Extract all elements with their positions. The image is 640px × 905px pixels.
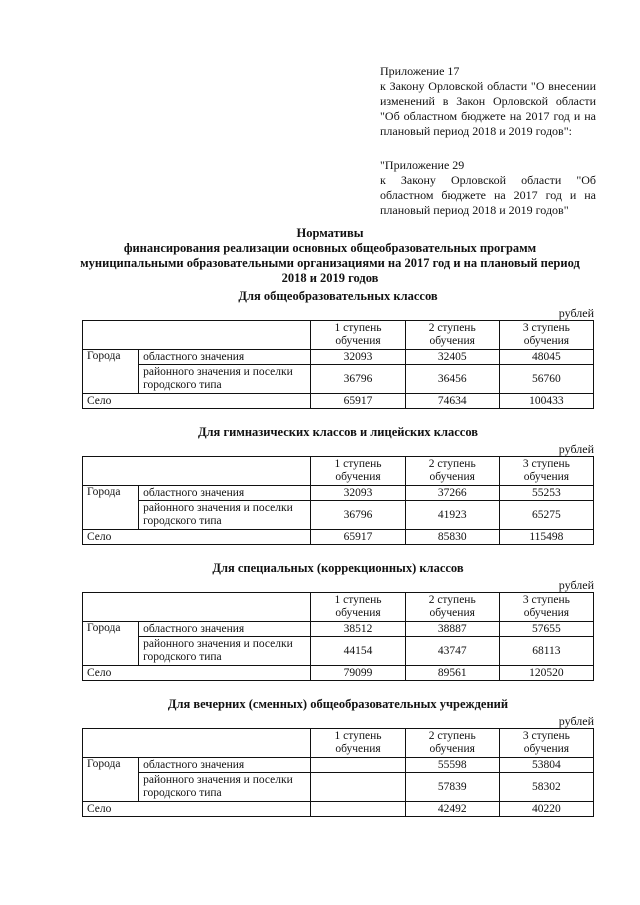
value-cell: 58302 xyxy=(499,773,593,802)
section-title: Для вечерних (сменных) общеобразовательных учреждений xyxy=(167,697,509,711)
document-title xyxy=(60,226,600,286)
table-header-row xyxy=(83,321,594,350)
header-empty-cell xyxy=(83,729,311,758)
header-stage-3: 3 ступень обучения xyxy=(499,729,593,758)
section-evening xyxy=(82,697,594,817)
value-cell: 57839 xyxy=(405,773,499,802)
title-line-3: муниципальными образовательными организациями на 2017 год и на плановый период xyxy=(80,256,580,270)
value-cell: 79099 xyxy=(311,666,405,681)
header-stage-1: 1 ступень обучения xyxy=(311,321,405,350)
annex-29-heading: "Приложение 29 xyxy=(380,158,465,172)
table-row xyxy=(83,530,594,545)
value-cell: 74634 xyxy=(405,394,499,409)
table-row xyxy=(83,622,594,637)
value-cell: 65275 xyxy=(499,501,593,530)
header-stage-3: 3 ступень обучения xyxy=(499,321,593,350)
section-gymnasium xyxy=(82,425,594,545)
value-cell: 32093 xyxy=(311,486,405,501)
value-cell: 38887 xyxy=(405,622,499,637)
regional-label: областного значения xyxy=(139,486,311,501)
header-stage-1: 1 ступень обучения xyxy=(311,457,405,486)
value-cell: 32093 xyxy=(311,350,405,365)
cities-label: Города xyxy=(83,622,139,666)
annex-17-text: к Закону Орловской области "О внесении изменений в Закон Орловской области "Об областном бюджете на 2017 год и на плановый период 2018 и 2019 годов": xyxy=(380,79,596,138)
unit-label: рублей xyxy=(558,306,594,320)
value-cell xyxy=(311,758,405,773)
title-line-4: 2018 и 2019 годов xyxy=(281,271,379,285)
header-empty-cell xyxy=(83,457,311,486)
section-special xyxy=(82,561,594,681)
regional-label: областного значения xyxy=(139,350,311,365)
annex-29-note xyxy=(380,158,596,218)
section-general xyxy=(82,289,594,409)
value-cell: 42492 xyxy=(405,802,499,817)
header-empty-cell xyxy=(83,321,311,350)
value-cell: 48045 xyxy=(499,350,593,365)
unit-label: рублей xyxy=(558,442,594,456)
value-cell: 115498 xyxy=(499,530,593,545)
value-cell: 65917 xyxy=(311,530,405,545)
table-row xyxy=(83,666,594,681)
value-cell: 120520 xyxy=(499,666,593,681)
district-label: районного значения и поселки городского типа xyxy=(139,637,311,666)
village-label: Село xyxy=(83,394,311,409)
cities-label: Города xyxy=(83,486,139,530)
value-cell: 38512 xyxy=(311,622,405,637)
district-label: районного значения и поселки городского типа xyxy=(139,773,311,802)
table-row xyxy=(83,365,594,394)
value-cell xyxy=(311,773,405,802)
table-row xyxy=(83,394,594,409)
norms-table xyxy=(82,320,594,409)
value-cell: 32405 xyxy=(405,350,499,365)
header-stage-1: 1 ступень обучения xyxy=(311,593,405,622)
regional-label: областного значения xyxy=(139,622,311,637)
cities-label: Города xyxy=(83,350,139,394)
value-cell: 55598 xyxy=(405,758,499,773)
section-title: Для общеобразовательных классов xyxy=(238,289,438,303)
value-cell: 36456 xyxy=(405,365,499,394)
header-empty-cell xyxy=(83,593,311,622)
section-title: Для специальных (коррекционных) классов xyxy=(212,561,464,575)
value-cell: 68113 xyxy=(499,637,593,666)
header-stage-1: 1 ступень обучения xyxy=(311,729,405,758)
table-row xyxy=(83,802,594,817)
table-header-row xyxy=(83,593,594,622)
value-cell: 65917 xyxy=(311,394,405,409)
value-cell: 36796 xyxy=(311,365,405,394)
table-header-row xyxy=(83,729,594,758)
value-cell: 85830 xyxy=(405,530,499,545)
table-row xyxy=(83,501,594,530)
value-cell: 56760 xyxy=(499,365,593,394)
annex-29-text: к Закону Орловской области "Об областном бюджете на 2017 год и на плановый период 2018 и 2019 годов" xyxy=(380,173,596,217)
value-cell xyxy=(311,802,405,817)
header-stage-3: 3 ступень обучения xyxy=(499,593,593,622)
norms-table xyxy=(82,728,594,817)
value-cell: 44154 xyxy=(311,637,405,666)
section-title: Для гимназических классов и лицейских классов xyxy=(197,425,479,439)
village-label: Село xyxy=(83,666,311,681)
value-cell: 41923 xyxy=(405,501,499,530)
header-stage-2: 2 ступень обучения xyxy=(405,457,499,486)
district-label: районного значения и поселки городского типа xyxy=(139,501,311,530)
norms-table xyxy=(82,456,594,545)
table-row xyxy=(83,637,594,666)
title-line-1: Нормативы xyxy=(296,226,364,240)
value-cell: 36796 xyxy=(311,501,405,530)
cities-label: Города xyxy=(83,758,139,802)
regional-label: областного значения xyxy=(139,758,311,773)
header-stage-3: 3 ступень обучения xyxy=(499,457,593,486)
unit-label: рублей xyxy=(558,714,594,728)
unit-label: рублей xyxy=(558,578,594,592)
value-cell: 43747 xyxy=(405,637,499,666)
value-cell: 40220 xyxy=(499,802,593,817)
table-row xyxy=(83,758,594,773)
norms-table xyxy=(82,592,594,681)
annex-17-heading: Приложение 17 xyxy=(380,64,460,78)
value-cell: 55253 xyxy=(499,486,593,501)
table-row xyxy=(83,486,594,501)
table-header-row xyxy=(83,457,594,486)
district-label: районного значения и поселки городского типа xyxy=(139,365,311,394)
value-cell: 53804 xyxy=(499,758,593,773)
header-stage-2: 2 ступень обучения xyxy=(405,729,499,758)
value-cell: 89561 xyxy=(405,666,499,681)
village-label: Село xyxy=(83,802,311,817)
annex-17-note xyxy=(380,64,596,139)
value-cell: 100433 xyxy=(499,394,593,409)
header-stage-2: 2 ступень обучения xyxy=(405,321,499,350)
value-cell: 37266 xyxy=(405,486,499,501)
value-cell: 57655 xyxy=(499,622,593,637)
table-row xyxy=(83,773,594,802)
table-row xyxy=(83,350,594,365)
title-line-2: финансирования реализации основных общеобразовательных программ xyxy=(123,241,537,255)
village-label: Село xyxy=(83,530,311,545)
header-stage-2: 2 ступень обучения xyxy=(405,593,499,622)
